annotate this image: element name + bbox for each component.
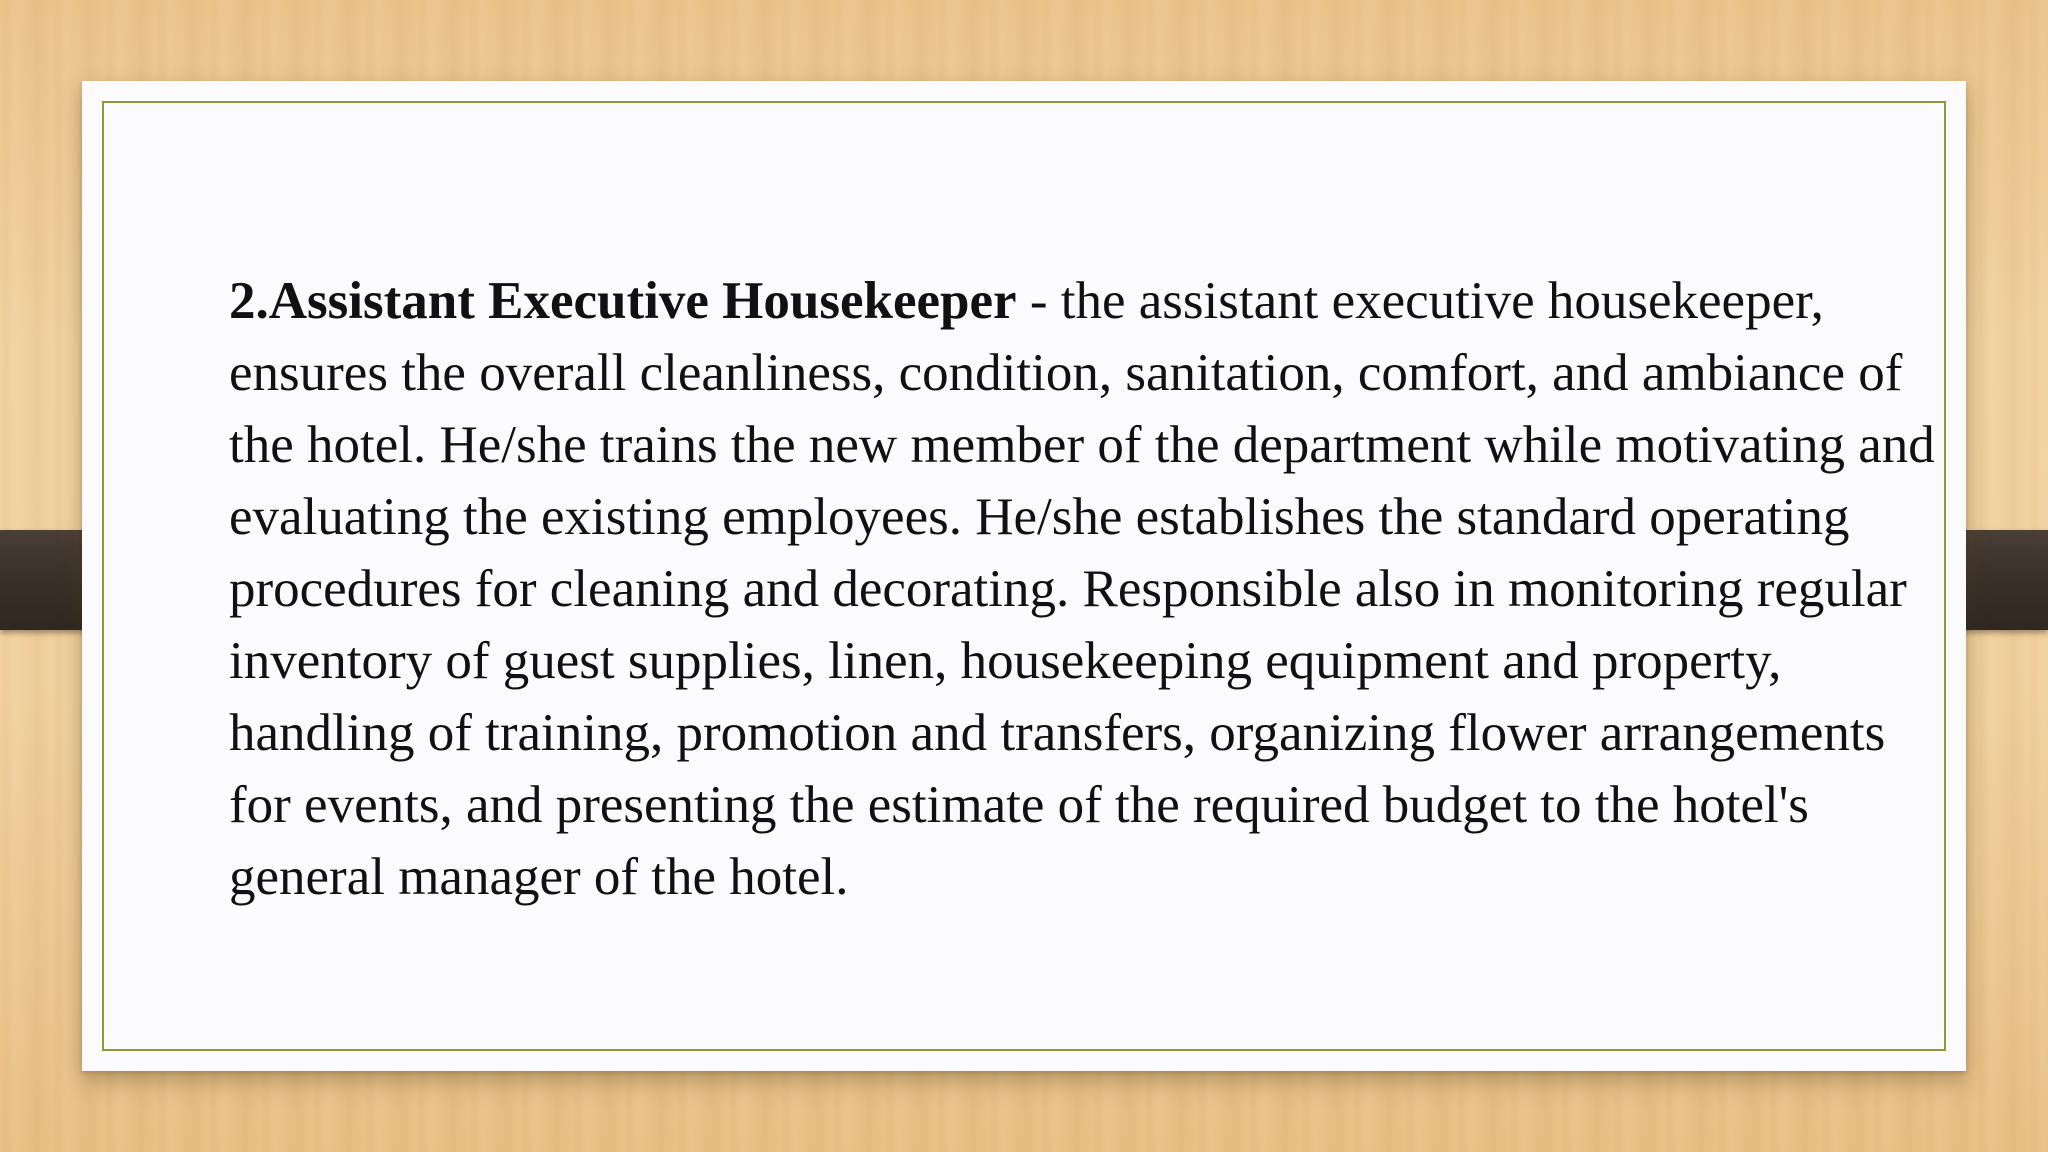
slide-card: [82, 81, 1966, 1071]
slide-body-text: - the assistant executive housekeeper, ensures the overall cleanliness, condition, sanitation, comfort, and ambiance of the hotel. He/she trains the new member of the department while motivating and evaluating the existing employees. He/she establishes the standard operating procedures for cleaning and decorating. Responsible also in monitoring regular inventory of guest supplies, linen, housekeeping equipment and property, handling of training, promotion and transfers, organizing flower arrangements for events, and presenting the estimate of the required budget to the hotel's general manager of the hotel.: [229, 272, 1935, 906]
slide-paragraph: [229, 265, 1949, 913]
slide-heading: 2.Assistant Executive Housekeeper: [229, 272, 1017, 330]
